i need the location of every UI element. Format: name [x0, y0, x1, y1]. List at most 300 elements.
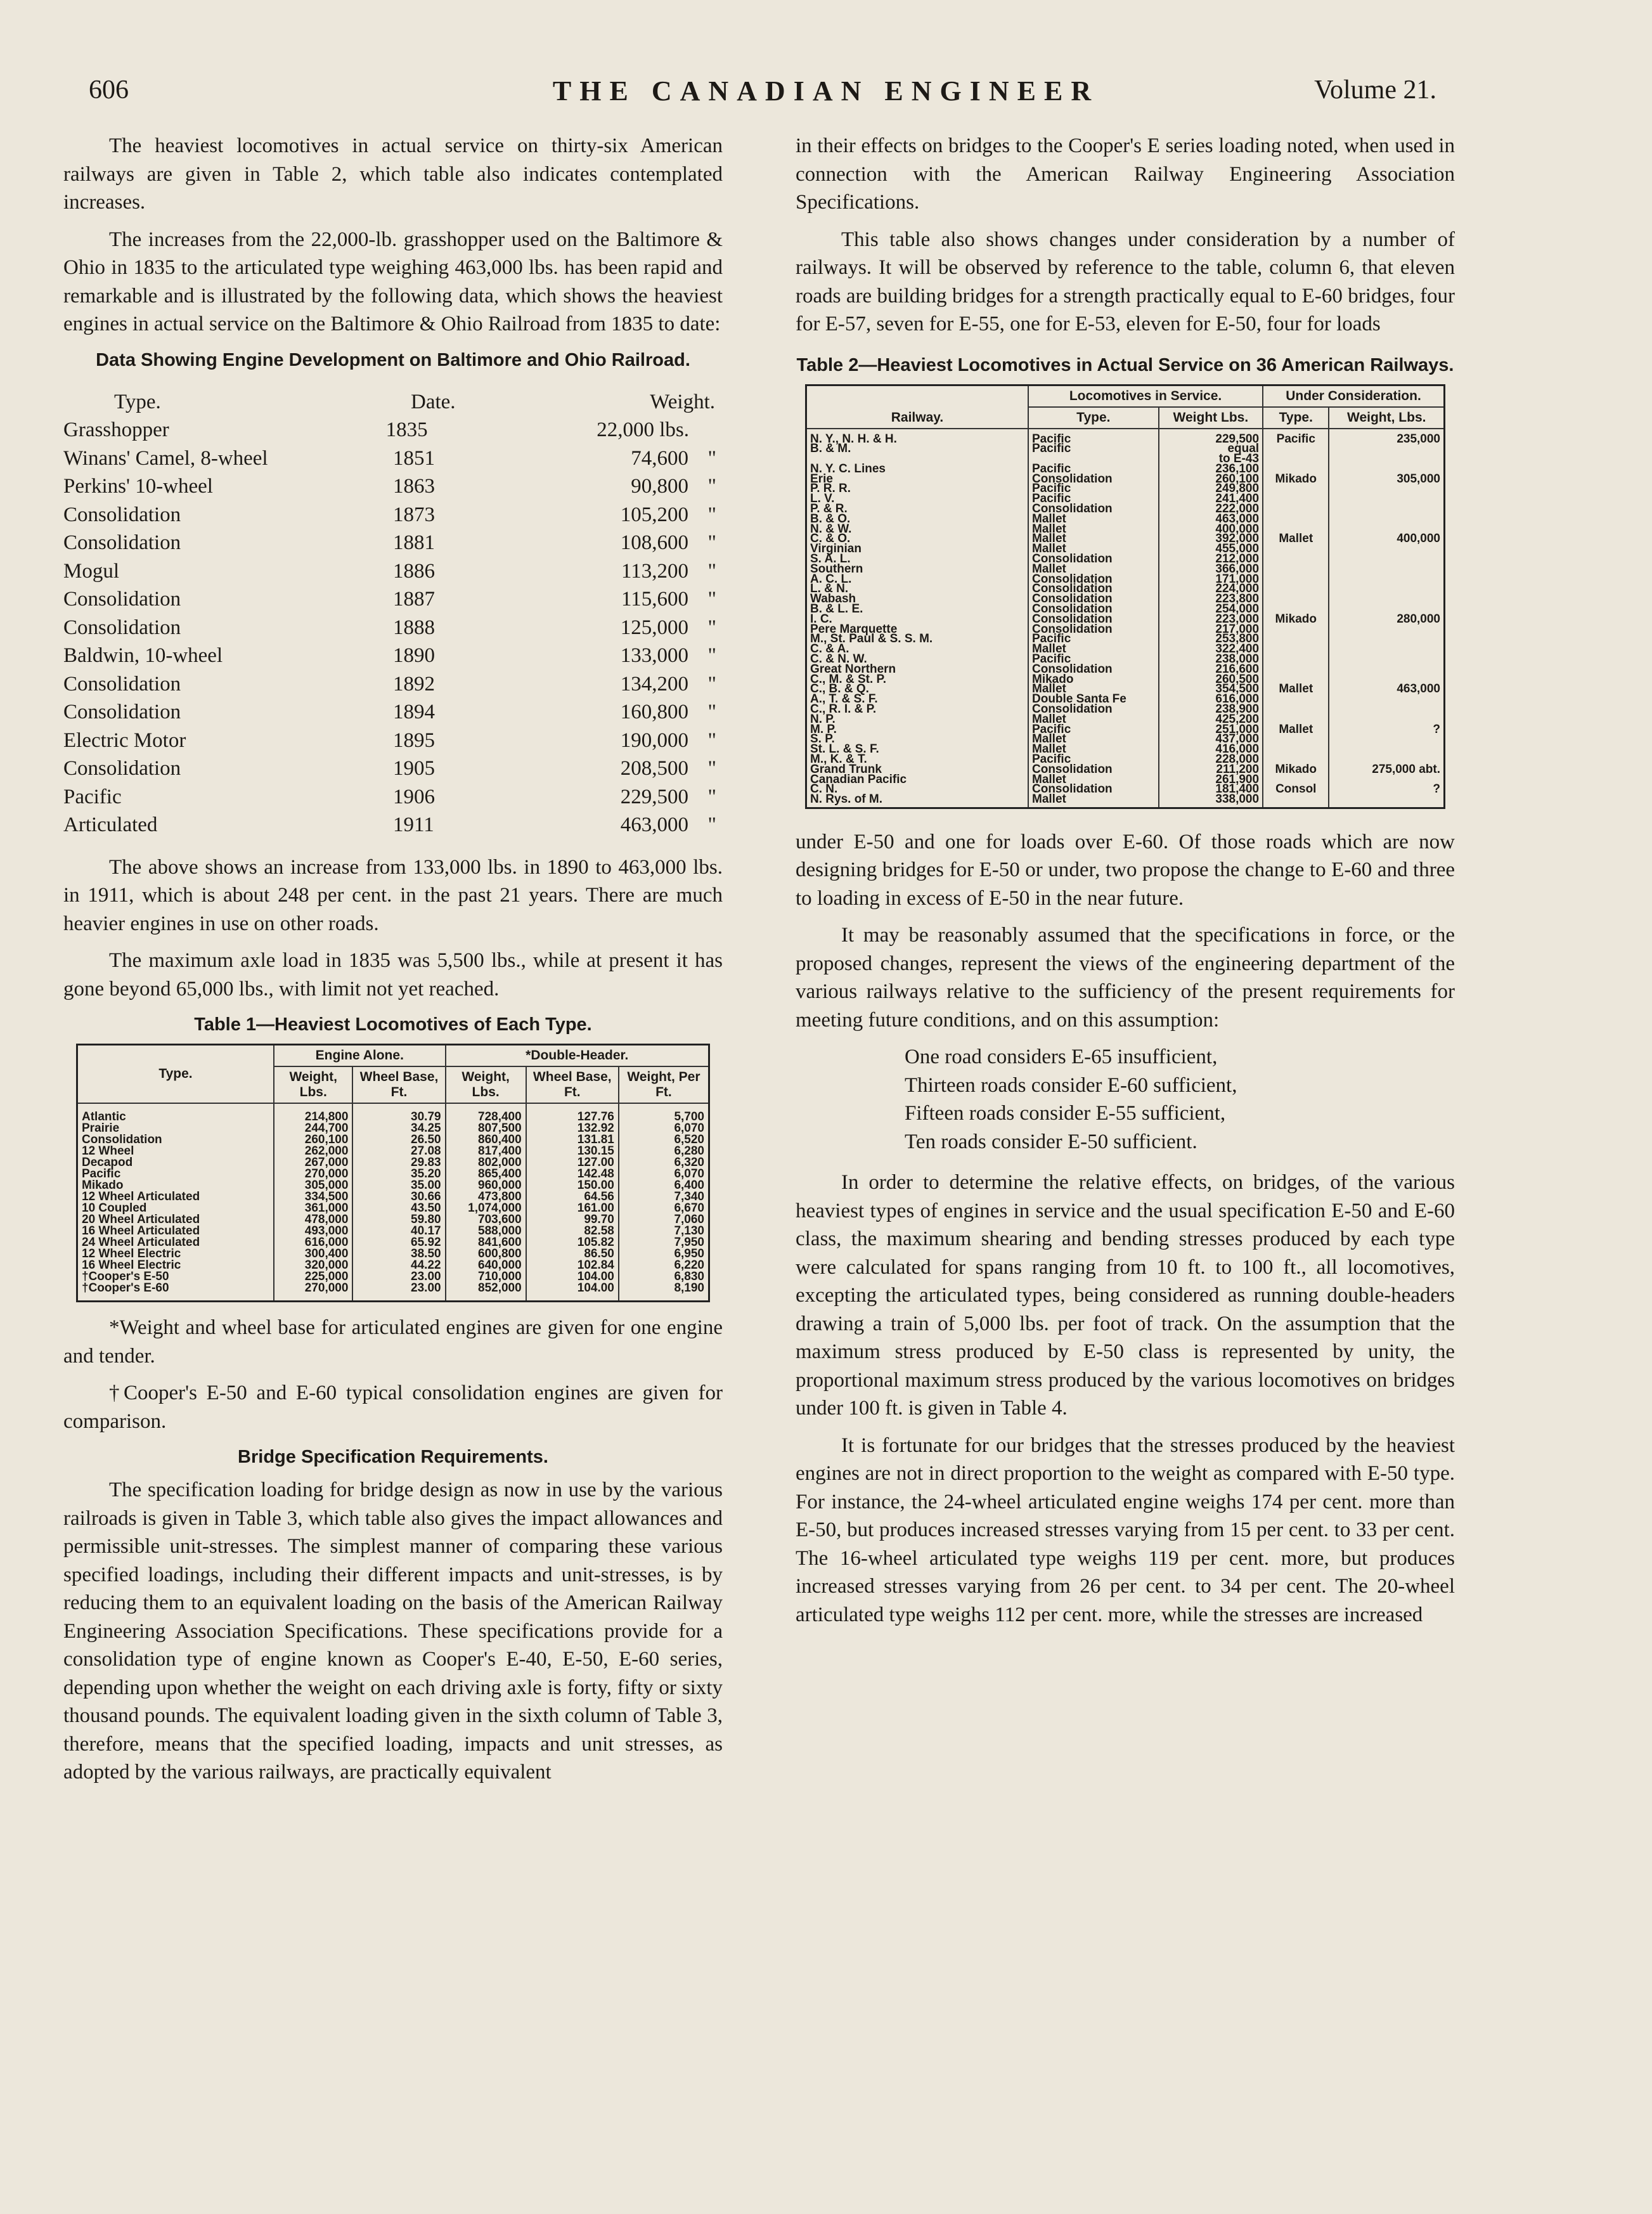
table-cell: †Cooper's E-50	[77, 1271, 274, 1283]
table-cell	[1263, 494, 1329, 504]
table-cell: 105.82	[526, 1237, 619, 1248]
table-row	[806, 544, 1445, 554]
table-row	[806, 514, 1445, 524]
table-cell	[1329, 775, 1444, 785]
table-cell: 64.56	[526, 1191, 619, 1203]
table-cell: Pacific	[1028, 754, 1159, 765]
dev-ditto: "	[707, 588, 716, 611]
table-row	[806, 604, 1445, 614]
table-cell: 217,000	[1159, 625, 1263, 635]
journal-title: THE CANADIAN ENGINEER	[552, 75, 1100, 107]
table-cell: Mikado	[1263, 765, 1329, 775]
table-cell: 354,500	[1159, 684, 1263, 694]
dev-date: 1888	[393, 616, 435, 639]
table-cell: Consolidation	[1028, 474, 1159, 484]
table-row	[806, 494, 1445, 504]
table-cell: 238,900	[1159, 704, 1263, 715]
table-cell	[1329, 704, 1444, 715]
table-cell: 361,000	[274, 1203, 352, 1214]
dev-ditto: "	[707, 757, 716, 780]
table-cell	[1263, 584, 1329, 594]
table-cell	[1263, 504, 1329, 514]
table-cell: 392,000	[1159, 534, 1263, 544]
table-cell: 6,830	[619, 1271, 709, 1283]
table-row	[806, 704, 1445, 715]
dev-row	[63, 811, 723, 839]
dev-weight: 134,200	[620, 672, 688, 696]
table-row	[806, 675, 1445, 685]
engine-development-table	[63, 379, 723, 839]
table-cell	[1329, 574, 1444, 585]
table-cell: M. P.	[806, 725, 1029, 735]
table-row	[806, 614, 1445, 625]
table-cell	[1263, 694, 1329, 704]
table-cell: Consolidation	[77, 1134, 274, 1146]
table-cell: 127.00	[526, 1157, 619, 1168]
table-cell	[1329, 744, 1444, 754]
table-cell: 244,700	[274, 1123, 352, 1134]
table-cell: 473,800	[446, 1191, 526, 1203]
dev-date: 1851	[393, 446, 435, 470]
dev-weight: 125,000	[620, 616, 688, 639]
table-cell: 35.00	[352, 1180, 445, 1191]
table1-title: Table 1—Heaviest Locomotives of Each Type.	[194, 1014, 592, 1035]
dev-ditto: "	[707, 616, 716, 639]
dev-header-weight: Weight.	[650, 390, 715, 413]
table-cell: 817,400	[446, 1146, 526, 1157]
table-cell: 710,000	[446, 1271, 526, 1283]
table-cell	[1263, 544, 1329, 554]
dev-type: Consolidation	[63, 616, 181, 639]
assumption-line: Ten roads consider E-50 sufficient.	[905, 1130, 1197, 1153]
table-cell: 40.17	[352, 1226, 445, 1237]
table-cell	[1263, 484, 1329, 494]
table-cell: Erie	[806, 474, 1029, 484]
table-cell: Mallet	[1028, 684, 1159, 694]
volume-label: Volume 21.	[1314, 75, 1436, 105]
table-cell: 102.84	[526, 1260, 619, 1271]
table2-group-service: Locomotives in Service.	[1028, 385, 1263, 407]
footnote: †Cooper's E-50 and E-60 typical consolidation engines are given for comparison.	[63, 1382, 723, 1433]
table-cell: 65.92	[352, 1237, 445, 1248]
dev-weight: 74,600	[631, 446, 688, 470]
table-row	[806, 464, 1445, 474]
table-cell: 6,320	[619, 1157, 709, 1168]
table-cell: N. P.	[806, 715, 1029, 725]
table2-subheader: Weight Lbs.	[1159, 407, 1263, 429]
table-cell: 43.50	[352, 1203, 445, 1214]
table-cell	[1329, 454, 1444, 464]
table-cell	[1263, 625, 1329, 635]
table-cell: Pacific	[1028, 444, 1159, 454]
dev-type: Consolidation	[63, 531, 181, 554]
table-cell: Mallet	[1028, 544, 1159, 554]
dev-row	[63, 501, 723, 529]
table-cell: 802,000	[446, 1157, 526, 1168]
table-row	[806, 444, 1445, 454]
table-cell: 6,070	[619, 1123, 709, 1134]
table-cell: 251,000	[1159, 725, 1263, 735]
table-row	[77, 1103, 709, 1123]
table-cell: 860,400	[446, 1134, 526, 1146]
table-row	[806, 574, 1445, 585]
table-cell: 322,400	[1159, 644, 1263, 654]
table-cell: 104.00	[526, 1283, 619, 1302]
table-cell: 30.79	[352, 1103, 445, 1123]
table-cell: Consolidation	[1028, 574, 1159, 585]
table-cell	[1263, 574, 1329, 585]
table-cell: 493,000	[274, 1226, 352, 1237]
table-cell: Pacific	[77, 1168, 274, 1180]
table-cell: 16 Wheel Electric	[77, 1260, 274, 1271]
table-cell	[1263, 564, 1329, 574]
dev-type: Consolidation	[63, 503, 181, 526]
table-cell: Prairie	[77, 1123, 274, 1134]
table-cell: 1,074,000	[446, 1203, 526, 1214]
table-row	[77, 1283, 709, 1302]
table-cell: 214,800	[274, 1103, 352, 1123]
table-cell	[1329, 664, 1444, 675]
table-cell: 16 Wheel Articulated	[77, 1226, 274, 1237]
dev-weight: 133,000	[620, 644, 688, 667]
table-cell	[1329, 634, 1444, 644]
page-number: 606	[89, 75, 129, 105]
dev-ditto: "	[707, 813, 716, 836]
table-row	[806, 524, 1445, 534]
dev-rows	[63, 416, 723, 839]
dev-weight: 105,200	[620, 503, 688, 526]
table-cell	[1263, 594, 1329, 604]
table-cell: 338,000	[1159, 794, 1263, 808]
table2-subheader: Weight, Lbs.	[1329, 407, 1444, 429]
dev-row	[63, 727, 723, 755]
table-cell: 703,600	[446, 1214, 526, 1226]
table-cell: 7,130	[619, 1226, 709, 1237]
table-cell: Pacific	[1028, 464, 1159, 474]
table2-title: Table 2—Heaviest Locomotives in Actual Service on 36 American Railways.	[796, 354, 1454, 375]
table-cell: Pacific	[1263, 429, 1329, 444]
table-cell: 260,100	[1159, 474, 1263, 484]
dev-header-row	[63, 379, 723, 417]
table-row	[806, 584, 1445, 594]
table-cell: 82.58	[526, 1226, 619, 1237]
table-cell: Double Santa Fe	[1028, 694, 1159, 704]
table-cell: 229,500	[1159, 429, 1263, 444]
table-cell: C. & A.	[806, 644, 1029, 654]
table-cell: 104.00	[526, 1271, 619, 1283]
table1-body	[77, 1103, 709, 1302]
page-header	[0, 75, 1652, 119]
table-cell: 35.20	[352, 1168, 445, 1180]
table-cell: 44.22	[352, 1260, 445, 1271]
table-cell: 6,950	[619, 1248, 709, 1260]
dev-weight: 463,000	[620, 813, 688, 836]
table-cell: C. & N. W.	[806, 654, 1029, 664]
paragraph: in their effects on bridges to the Cooper's E series loading noted, when used in connection with the American Railway Engineering Association Specifications.	[796, 134, 1455, 214]
table-cell: 588,000	[446, 1226, 526, 1237]
table-cell: 224,000	[1159, 584, 1263, 594]
dev-ditto	[689, 416, 716, 444]
table-cell: 171,000	[1159, 574, 1263, 585]
table-cell: 238,000	[1159, 654, 1263, 664]
table1-group-engine: Engine Alone.	[274, 1045, 446, 1067]
table-cell: L. V.	[806, 494, 1029, 504]
table-cell: 26.50	[352, 1134, 445, 1146]
table-cell: 130.15	[526, 1146, 619, 1157]
table-cell	[1263, 644, 1329, 654]
table-cell: Consolidation	[1028, 625, 1159, 635]
table-cell: I. C.	[806, 614, 1029, 625]
table-cell: 260,500	[1159, 675, 1263, 685]
table-cell: Pacific	[1028, 725, 1159, 735]
table-cell: Mikado	[1263, 614, 1329, 625]
dev-row	[63, 529, 723, 557]
table-cell: N. Y. C. Lines	[806, 464, 1029, 474]
paragraph: The above shows an increase from 133,000 lbs. in 1890 to 463,000 lbs. in 1911, which is about 248 per cent. in the past 21 years. There are much heavier engines in use on other roads.	[63, 855, 723, 935]
table1-subheader: Wheel Base, Ft.	[526, 1066, 619, 1103]
dev-weight: 229,500	[620, 785, 688, 808]
table-cell: 254,000	[1159, 604, 1263, 614]
dev-date: 1905	[393, 757, 435, 780]
table-cell: Mallet	[1028, 715, 1159, 725]
table-cell: 6,400	[619, 1180, 709, 1191]
table-cell: C. & O.	[806, 534, 1029, 544]
table-cell: 253,800	[1159, 634, 1263, 644]
table-cell: 478,000	[274, 1214, 352, 1226]
table-cell: 6,280	[619, 1146, 709, 1157]
table-cell: 841,600	[446, 1237, 526, 1248]
table-cell: C., B. & Q.	[806, 684, 1029, 694]
dev-type: Consolidation	[63, 757, 181, 780]
table-cell: 181,400	[1159, 784, 1263, 794]
table-cell: 300,400	[274, 1248, 352, 1260]
paragraph: The maximum axle load in 1835 was 5,500 lbs., while at present it has gone beyond 65,000 lbs., with limit not yet reached.	[63, 949, 723, 1000]
table-cell: P. R. R.	[806, 484, 1029, 494]
dev-row	[63, 754, 723, 783]
dev-row	[63, 614, 723, 642]
dev-type: Grasshopper	[63, 418, 169, 441]
table-cell: 416,000	[1159, 744, 1263, 754]
paragraph: The specification loading for bridge design as now in use by the various railroads is given in Table 3, which table also gives the impact allowances and permissible unit-stresses. The simplest manner of comparing these various specified loadings, including their different impacts and unit-stresses, is by reducing them to an equivalent loading on the basis of the American Railway Engineering Association Specifications. These specifications provide for a consolidation type of engine known as Cooper's E-40, E-50, E-60 series, depending upon whether the weight on each driving axle is forty, fifty or sixty thousand pounds. The equivalent loading given in the sixth column of Table 3, therefore, means that the specified loading, impacts and unit stresses, as adopted by the various railways, are practically equivalent	[63, 1479, 723, 1784]
table-cell: 216,600	[1159, 664, 1263, 675]
table-cell: 12 Wheel Electric	[77, 1248, 274, 1260]
table-cell: Pacific	[1028, 429, 1159, 444]
table-cell: Mikado	[1263, 474, 1329, 484]
table-cell	[1329, 554, 1444, 564]
table-cell	[1329, 694, 1444, 704]
table-row	[806, 725, 1445, 735]
dev-date: 1873	[393, 503, 435, 526]
table-cell	[1263, 514, 1329, 524]
table-cell: 86.50	[526, 1248, 619, 1260]
paragraph: This table also shows changes under consideration by a number of railways. It will be observed by reference to the table, column 6, that eleven roads are building bridges for a strength practically equal to E-60 bridges, four for E-57, seven for E-55, one for E-53, eleven for E-50, four for loads	[796, 228, 1455, 335]
table-cell: 6,070	[619, 1168, 709, 1180]
table-cell: 807,500	[446, 1123, 526, 1134]
table-cell: 270,000	[274, 1283, 352, 1302]
table1-subheader: Weight, Lbs.	[446, 1066, 526, 1103]
table1	[76, 1044, 710, 1302]
dev-weight: 190,000	[620, 728, 688, 752]
dev-date: 1890	[393, 644, 435, 667]
table-cell: 616,000	[274, 1237, 352, 1248]
table-row	[806, 794, 1445, 808]
table-cell: ?	[1329, 725, 1444, 735]
table-cell: †Cooper's E-60	[77, 1283, 274, 1302]
dev-row	[63, 783, 723, 812]
table-cell: B. & M.	[806, 444, 1029, 454]
dev-row	[63, 557, 723, 586]
assumption-list	[796, 1043, 1455, 1156]
table-cell: Consol	[1263, 784, 1329, 794]
table-row	[806, 694, 1445, 704]
table-cell: 6,670	[619, 1203, 709, 1214]
table-cell	[1329, 644, 1444, 654]
paragraph: It may be reasonably assumed that the specifications in force, or the proposed changes, represent the views of the engineering department of the various railways relative to the sufficiency of the present requirements for meeting future conditions, and on this assumption:	[796, 924, 1455, 1032]
table-cell: 236,100	[1159, 464, 1263, 474]
table-cell: N. & W.	[806, 524, 1029, 534]
dev-type: Consolidation	[63, 672, 181, 696]
table-cell	[1329, 544, 1444, 554]
table-cell: 437,000	[1159, 734, 1263, 744]
table-cell	[1329, 654, 1444, 664]
table-cell: 223,000	[1159, 614, 1263, 625]
table-cell	[1329, 564, 1444, 574]
table-cell: Consolidation	[1028, 594, 1159, 604]
table-row	[806, 775, 1445, 785]
table-cell: 320,000	[274, 1260, 352, 1271]
table-cell: 223,800	[1159, 594, 1263, 604]
table-cell: 463,000	[1329, 684, 1444, 694]
table-row	[806, 474, 1445, 484]
table-row	[806, 654, 1445, 664]
paragraph: under E-50 and one for loads over E-60. Of those roads which are now designing bridges for E-50 or under, two propose the change to E-60 and three to loading in excess of E-50 in the near future.	[796, 830, 1455, 910]
dev-type: Consolidation	[63, 701, 181, 723]
table-cell: P. & R.	[806, 504, 1029, 514]
table-row	[806, 484, 1445, 494]
table-cell: 142.48	[526, 1168, 619, 1180]
table-cell: 23.00	[352, 1283, 445, 1302]
table-row	[806, 715, 1445, 725]
dev-ditto: "	[707, 503, 716, 526]
footnote: *Weight and wheel base for articulated engines are given for one engine and tender.	[63, 1316, 723, 1368]
table-cell: 463,000	[1159, 514, 1263, 524]
table-cell	[1329, 625, 1444, 635]
assumption-line: One road considers E-65 insufficient,	[905, 1046, 1218, 1069]
table-row	[77, 1168, 709, 1180]
table-cell: M., St. Paul & S. S. M.	[806, 634, 1029, 644]
table-row	[806, 429, 1445, 444]
table-cell: Consolidation	[1028, 704, 1159, 715]
table-cell: 425,200	[1159, 715, 1263, 725]
table-cell: Mallet	[1028, 775, 1159, 785]
table-cell: A., T. & S. F.	[806, 694, 1029, 704]
table-cell: 261,900	[1159, 775, 1263, 785]
table-cell: Mallet	[1028, 564, 1159, 574]
table-cell: C., M. & St. P.	[806, 675, 1029, 685]
dev-date: 1894	[393, 701, 435, 723]
table-row	[806, 564, 1445, 574]
paragraph: In order to determine the relative effects, on bridges, of the various heaviest types of engines in service and the usual specification E-50 and E-60 class, the maximum shearing and bending stresses produced by each type were calculated for spans ranging from 10 ft. to 100 ft., all locomotives, excepting the articulated types, being considered as running double-headers drawing a train of 5,000 lbs. per foot of track. On the assumption that the maximum stress produced by E-50 class is represented by unity, the proportional maximum stress produced by the various locomotives on bridges under 100 ft. is given in Table 4.	[796, 1171, 1455, 1420]
dev-row	[63, 472, 723, 501]
table-cell: 270,000	[274, 1168, 352, 1180]
paragraph: The increases from the 22,000-lb. grasshopper used on the Baltimore & Ohio in 1835 to the articulated type weighing 463,000 lbs. has been rapid and remarkable and is illustrated by the following data, which shows the heaviest engines in actual service on the Baltimore & Ohio Railroad from 1835 to date:	[63, 228, 723, 335]
table-cell: N. Rys. of M.	[806, 794, 1029, 808]
table-cell: Consolidation	[1028, 614, 1159, 625]
dev-row	[63, 585, 723, 614]
dev-type: Baldwin, 10-wheel	[63, 644, 223, 667]
table-row	[806, 504, 1445, 514]
dev-date: 1895	[393, 728, 435, 752]
table-cell: Consolidation	[1028, 504, 1159, 514]
dev-date: 1906	[393, 785, 435, 808]
left-column	[63, 132, 723, 2186]
dev-date: 1887	[393, 588, 435, 611]
table-cell: 7,060	[619, 1214, 709, 1226]
table-cell: Mallet	[1028, 794, 1159, 808]
table-cell: 5,700	[619, 1103, 709, 1123]
dev-ditto: "	[707, 446, 716, 470]
dev-type: Mogul	[63, 559, 120, 583]
table-cell: 241,400	[1159, 494, 1263, 504]
table2-subheader: Type.	[1028, 407, 1159, 429]
dev-ditto: "	[707, 559, 716, 583]
right-column	[796, 132, 1455, 2186]
dev-type: Perkins' 10-wheel	[63, 475, 213, 498]
dev-weight: 208,500	[620, 757, 688, 780]
table-cell: Consolidation	[1028, 765, 1159, 775]
table-cell: Consolidation	[1028, 784, 1159, 794]
table-row	[77, 1157, 709, 1168]
table-row	[806, 664, 1445, 675]
table-cell: ?	[1329, 784, 1444, 794]
dev-type: Electric Motor	[63, 728, 186, 752]
table-cell	[1329, 584, 1444, 594]
table-row	[77, 1260, 709, 1271]
table-cell: 267,000	[274, 1157, 352, 1168]
table-row	[77, 1146, 709, 1157]
table-cell	[1329, 794, 1444, 808]
table-cell: 334,500	[274, 1191, 352, 1203]
table-row	[806, 754, 1445, 765]
dev-row	[63, 642, 723, 670]
table-row	[806, 744, 1445, 754]
dev-date: 1863	[393, 475, 435, 498]
dev-ditto: "	[707, 531, 716, 554]
table-cell: Mikado	[77, 1180, 274, 1191]
table-cell	[1263, 664, 1329, 675]
table-cell: 249,800	[1159, 484, 1263, 494]
table-cell: Mallet	[1028, 524, 1159, 534]
dev-weight: 115,600	[621, 588, 688, 611]
table-cell: Consolidation	[1028, 664, 1159, 675]
table-cell: 400,000	[1159, 524, 1263, 534]
table-cell: 211,200	[1159, 765, 1263, 775]
table2	[805, 384, 1445, 809]
engine-development-title: Data Showing Engine Development on Baltimore and Ohio Railroad.	[96, 349, 690, 370]
table-cell: A. C. L.	[806, 574, 1029, 585]
table-cell: Pacific	[1028, 634, 1159, 644]
table-cell: 27.08	[352, 1146, 445, 1157]
table-cell	[1329, 504, 1444, 514]
table-cell: 960,000	[446, 1180, 526, 1191]
table-cell: Atlantic	[77, 1103, 274, 1123]
table-cell: St. L. & S. F.	[806, 744, 1029, 754]
table-row	[806, 554, 1445, 564]
table-cell: 7,950	[619, 1237, 709, 1248]
table-cell: Consolidation	[1028, 554, 1159, 564]
table1-group-double: *Double-Header.	[446, 1045, 709, 1067]
table-cell: 260,100	[274, 1134, 352, 1146]
